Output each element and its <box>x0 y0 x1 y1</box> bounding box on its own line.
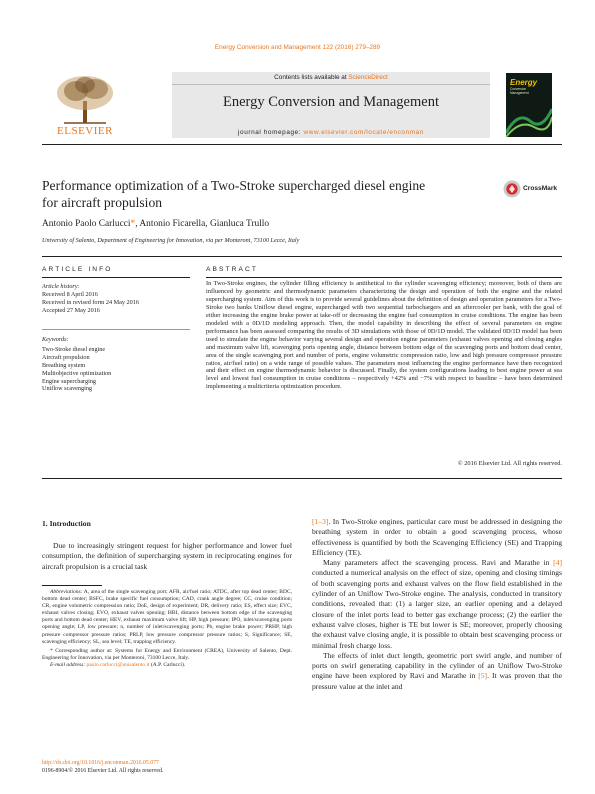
history-received: Received 8 April 2016 <box>42 290 98 298</box>
citation-4[interactable]: [4] <box>553 558 562 568</box>
intro-paragraph-right <box>312 517 562 692</box>
right-paragraph-1: . In Two-Stroke engines, particular care must be addressed in designing the breathing system in order to obtain a good scavenging process, whose effectiveness is quantified by both the Scavenging Efficiency (SE) and Trapping Efficiency (TE). <box>312 517 562 557</box>
contents-line <box>172 74 490 81</box>
abstract-text: In Two-Stroke engines, the cylinder filling efficiency is antithetical to the cylinder scavenging efficiency; moreover, both of them are influenced by geometric and thermodynamic parameters characterizing the design and operation of both the engine and the related supercharging system. Aim of this work is to provide several guidelines about the definition of design and operation parameters for a Two-Stroke two banks Uniflow diesel engine, supercharged with two sequential turbochargers and an aftercooler per bank, with the goal of either increasing the engine brake power at take-off or decreasing the engine fuel consumption in cruise conditions. The engine has been modeled with a 0D/1D modeling approach. Then, the model capability in describing the effect of several parameters on engine performance has been assessed comparing the results of 3D simulations with those of 0D/1D model. The validated 0D/1D model has been used to simulate the engine behavior varying several design and operation engine parameters (exhaust valves opening and closing angles and maximum valve lift, scavenging ports opening angle, distance between bottom edge of the scavenging ports and bottom dead center, area of the single scavenging port and number of ports, engine volumetric compression ratio, low and high pressure compressor pressure ratios, air/fuel ratio) on a wide range of possible values. The parameters most influencing the engine performance have then recognized and their effect on engine thermodynamic behavior is discussed. Finally, the system configurations leading to best engine power at sea level and lowest fuel consumption in cruise conditions – respectively +42% and −7% with respect to baseline – have been determined implementing a multicriteria optimization procedure. <box>206 280 562 391</box>
keyword-item: Multiobjective optimization <box>42 369 112 377</box>
article-info-rule <box>42 277 190 278</box>
affiliation-rule <box>42 256 562 257</box>
right-paragraph-3a: The effects of inlet duct length, geometric port swirl angle, and number of ports on swirl generating capability in the cylinder of an Uniflow Two-Stroke engine have been explored by Ravi and Marathe in <box>312 650 562 681</box>
sciencedirect-link[interactable]: ScienceDirect <box>348 74 388 81</box>
journal-cover-image <box>506 73 552 137</box>
history-accepted: Accepted 27 May 2016 <box>42 306 100 314</box>
contents-prefix: Contents lists available at <box>274 74 349 81</box>
citation-5[interactable]: [5] <box>478 671 488 681</box>
email-label: E-mail address: <box>50 661 86 668</box>
journal-reference[interactable]: Energy Conversion and Management 122 (2016) 279–289 <box>214 44 381 51</box>
authors-rest: , Antonio Ficarella, Gianluca Trullo <box>135 219 270 229</box>
keywords-label: Keywords: <box>42 336 69 343</box>
corresponding-author-note: Corresponding author at: Systems for Energy and Environment (CREA), University of Salento, Dept. Engineering for Innovation, via per Monteroni, 73100 Lecce, Italy. <box>42 647 292 661</box>
keyword-item: Uniflow scavenging <box>42 385 93 393</box>
header-divider <box>172 84 490 85</box>
keyword-item: Breathing system <box>42 361 86 369</box>
issn-copyright: 0196-8904/© 2016 Elsevier Ltd. All rights reserved. <box>42 768 164 774</box>
keyword-item: Engine supercharging <box>42 377 97 385</box>
header-rule <box>42 144 562 145</box>
doi-link[interactable]: http://dx.doi.org/10.1016/j.enconman.2016.05.077 <box>42 760 159 766</box>
right-paragraph-3b: . It was proven that the pressure value at the inlet and <box>312 671 562 691</box>
intro-paragraph-left <box>42 541 292 572</box>
journal-title: Energy Conversion and Management <box>223 94 439 110</box>
keywords-rule <box>42 329 190 330</box>
crossmark-icon <box>503 179 521 199</box>
publisher-logo-text: ELSEVIER <box>57 125 113 137</box>
article-history <box>42 283 192 315</box>
abstract-heading: ABSTRACT <box>206 266 258 273</box>
cover-title: Energy <box>510 78 538 87</box>
email-suffix: (A.P. Carlucci). <box>149 661 186 668</box>
paper-title-line2: for aircraft propulsion <box>42 194 163 210</box>
corresponding-author-mark[interactable]: * <box>130 219 136 229</box>
cover-subtitle-2: Management <box>510 90 529 95</box>
footnotes <box>42 589 292 669</box>
abbreviations-label: Abbreviations: <box>50 589 83 595</box>
history-revised: Received in revised form 24 May 2016 <box>42 298 139 306</box>
abbreviations-text: A, area of the single scavenging port; AFR, air/fuel ratio; ATDC, after top dead center; BDC, bottom dead center; BSFC, brake specific fuel consumption; CAD, crank angle degree; CC, cruise condition; CR, engine volumetric compression ratio; DoE, design of experiment; DR, delivery ratio; ES, effect size; EVC, exhaust valves closing; EVO, exhaust valves opening; HBI, distance between bottom edge of the scavenging ports and bottom dead center; HEV, exhaust maximum valve lift; HP, high pressure; IPO, inlet/scavenging ports opening angle; LP, low pressure; n, number of inlet/scavenging ports; Pb, engine brake power; PRHP, high pressure compressor pressure ratios; PRLP, low pressure compressor pressure ratios; S, Significance; SE, scavenging efficiency; SL, sea level; TE, trapping efficiency. <box>42 589 292 645</box>
paper-title <box>42 178 502 211</box>
article-info-heading: ARTICLE INFO <box>42 266 113 273</box>
cover-artwork <box>506 103 552 137</box>
affiliation: University of Salento, Department of Engineering for Innovation, via per Monteroni, 73100 Lecce, Italy <box>42 237 300 244</box>
paper-title-line1: Performance optimization of a Two-Stroke supercharged diesel engine <box>42 178 426 193</box>
intro-paragraph-1: Due to increasingly stringent request for higher performance and lower fuel consumption, the definition of supercharging system in reciprocating engines for aircraft propulsion is a crucial task <box>42 541 292 571</box>
cover-subtitle <box>510 88 529 96</box>
citation-1-3[interactable]: [1–3] <box>312 517 329 526</box>
history-label: Article history: <box>42 283 80 290</box>
right-paragraph-2b: conducted a numerical analysis on the effect of size, opening and closing timings of both scavenging ports and exhaust valves on the flow field established in the cylinder of an Uniflow Two-Stroke engine. The analysis, conducted in transitory conditions, revealed that: (1) a larger size, an earlier opening and a delayed closure of the inlet ports lead to better gas exchange process; (2) the earlier the exhaust valve closes, higher is TE but lower is SE; moreover, properly choosing the exhaust valve closing angle, it is possible to obtain best scavenging process or minimal fresh charge loss. <box>312 568 562 650</box>
keyword-item: Two-Stroke diesel engine <box>42 345 106 353</box>
crossmark-badge[interactable] <box>503 179 563 201</box>
abstract-bottom-rule <box>42 478 562 479</box>
keywords <box>42 336 192 393</box>
section-heading-introduction: 1. Introduction <box>42 519 91 528</box>
homepage-prefix: journal homepage: <box>238 129 304 136</box>
corresponding-mark: * <box>50 647 53 654</box>
crossmark-label: CrossMark <box>523 185 558 192</box>
right-paragraph-2a: Many parameters affect the scavenging process. Ravi and Marathe in <box>323 558 554 568</box>
keyword-item: Aircraft propulsion <box>42 353 90 361</box>
footnote-rule <box>42 585 102 586</box>
homepage-link[interactable]: www.elsevier.com/locate/enconman <box>303 129 424 136</box>
author-carlucci[interactable]: Antonio Paolo Carlucci <box>42 219 131 229</box>
abstract-copyright: © 2016 Elsevier Ltd. All rights reserved. <box>457 460 562 467</box>
abstract-rule <box>206 277 562 278</box>
author-list <box>42 219 269 229</box>
email-link[interactable]: paolo.carlucci@unisalento.it <box>86 661 150 668</box>
journal-homepage <box>172 129 490 136</box>
cover-subtitle-1: Conversion <box>510 87 527 91</box>
